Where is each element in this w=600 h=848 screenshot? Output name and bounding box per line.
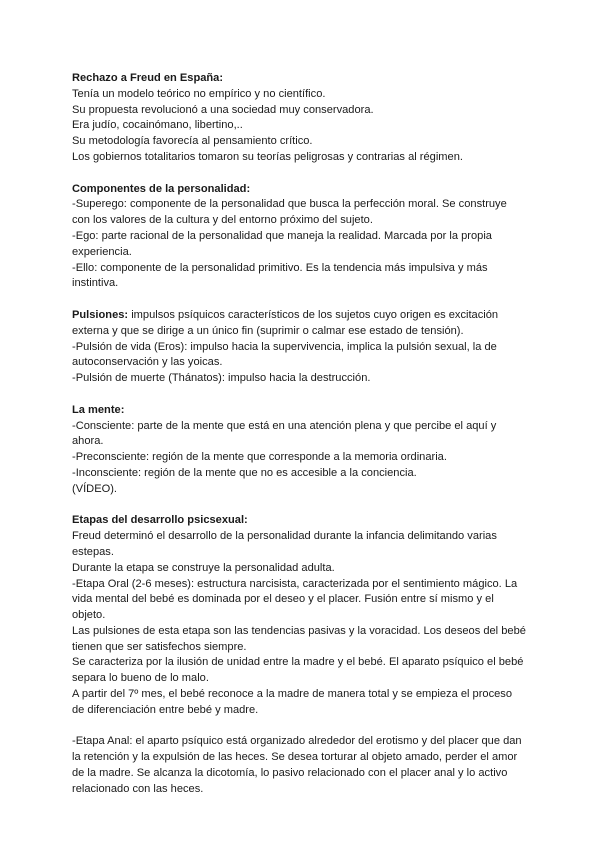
text-line: Freud determinó el desarrollo de la personalidad durante la infancia delimitando varias: [72, 530, 497, 543]
text-line: (VÍDEO).: [72, 482, 117, 495]
text-line: ahora.: [72, 435, 104, 448]
section-pulsiones: [72, 308, 532, 387]
text-line: Tenía un modelo teórico no empírico y no científico.: [72, 87, 326, 100]
text-line: la retención y la expulsión de las heces. Se desea torturar al objeto amado, perder el amor: [72, 751, 518, 764]
text-line: Su propuesta revolucionó a una sociedad muy conservadora.: [72, 103, 374, 116]
section-heading: Componentes de la personalidad:: [72, 182, 251, 195]
inline-text: impulsos psíquicos característicos de los sujetos cuyo origen es excitación: [128, 308, 499, 321]
text-line: Los gobiernos totalitarios tomaron su teorías peligrosas y contrarias al régimen.: [72, 150, 463, 163]
text-line: separa lo bueno de lo malo.: [72, 672, 209, 685]
section-mente: [72, 403, 532, 498]
text-line: -Pulsión de vida (Eros): impulso hacia la supervivencia, implica la pulsión sexual, la de: [72, 340, 497, 353]
text-line: tienen que ser satisfechos siempre.: [72, 640, 247, 653]
text-line: -Etapa Anal: el aparto psíquico está organizado alrededor del erotismo y del placer que dan: [72, 735, 522, 748]
text-line: -Ello: componente de la personalidad primitivo. Es la tendencia más impulsiva y más: [72, 261, 488, 274]
text-line: -Etapa Oral (2-6 meses): estructura narcisista, caracterizada por el sentimiento mágico. La: [72, 577, 518, 590]
text-line: de diferenciación entre bebé y madre.: [72, 703, 259, 716]
text-line: -Pulsión de muerte (Thánatos): impulso hacia la destrucción.: [72, 372, 371, 385]
text-line: externa y que se dirige a un único fin (suprimir o calmar ese estado de tensión).: [72, 324, 464, 337]
text-line: instintiva.: [72, 277, 119, 290]
section-etapa-anal: [72, 734, 532, 797]
text-line: Era judío, cocainómano, libertino,..: [72, 119, 243, 132]
text-line: [72, 308, 532, 324]
text-line: -Inconsciente: región de la mente que no es accesible a la conciencia.: [72, 466, 417, 479]
section-heading: La mente:: [72, 403, 125, 416]
text-line: -Preconsciente: región de la mente que corresponde a la memoria ordinaria.: [72, 451, 447, 464]
text-line: -Superego: componente de la personalidad que busca la perfección moral. Se construye: [72, 198, 507, 211]
text-line: autoconservación y las yoicas.: [72, 356, 223, 369]
section-heading: Pulsiones:: [72, 308, 129, 321]
document-page: [72, 71, 532, 813]
section-heading: Etapas del desarrollo psicsexual:: [72, 514, 248, 527]
text-line: Se caracteriza por la ilusión de unidad entre la madre y el bebé. El aparato psíquico el bebé: [72, 656, 524, 669]
text-line: -Ego: parte racional de la personalidad que maneja la realidad. Marcada por la propia: [72, 229, 492, 242]
text-line: Las pulsiones de esta etapa son las tendencias pasivas y la voracidad. Los deseos del bebé: [72, 624, 526, 637]
text-line: vida mental del bebé es dominada por el deseo y el placer. Fusión entre sí mismo y el: [72, 593, 494, 606]
section-componentes: [72, 182, 532, 293]
text-line: experiencia.: [72, 245, 132, 258]
text-line: estepas.: [72, 545, 114, 558]
text-line: con los valores de la cultura y del entorno próximo del sujeto.: [72, 214, 373, 227]
text-line: A partir del 7º mes, el bebé reconoce a la madre de manera total y se empieza el proceso: [72, 688, 513, 701]
text-line: Durante la etapa se construye la personalidad adulta.: [72, 561, 335, 574]
text-line: objeto.: [72, 609, 106, 622]
text-line: -Consciente: parte de la mente que está en una atención plena y que percibe el aquí y: [72, 419, 497, 432]
section-heading: Rechazo a Freud en España:: [72, 72, 224, 84]
text-line: Su metodología favorecía al pensamiento crítico.: [72, 135, 313, 148]
text-line: de la madre. Se alcanza la dicotomía, lo pasivo relacionado con el placer anal y lo activo: [72, 767, 508, 780]
section-etapas: [72, 513, 532, 718]
section-rechazo: [72, 71, 532, 166]
text-line: relacionado con las heces.: [72, 782, 204, 795]
